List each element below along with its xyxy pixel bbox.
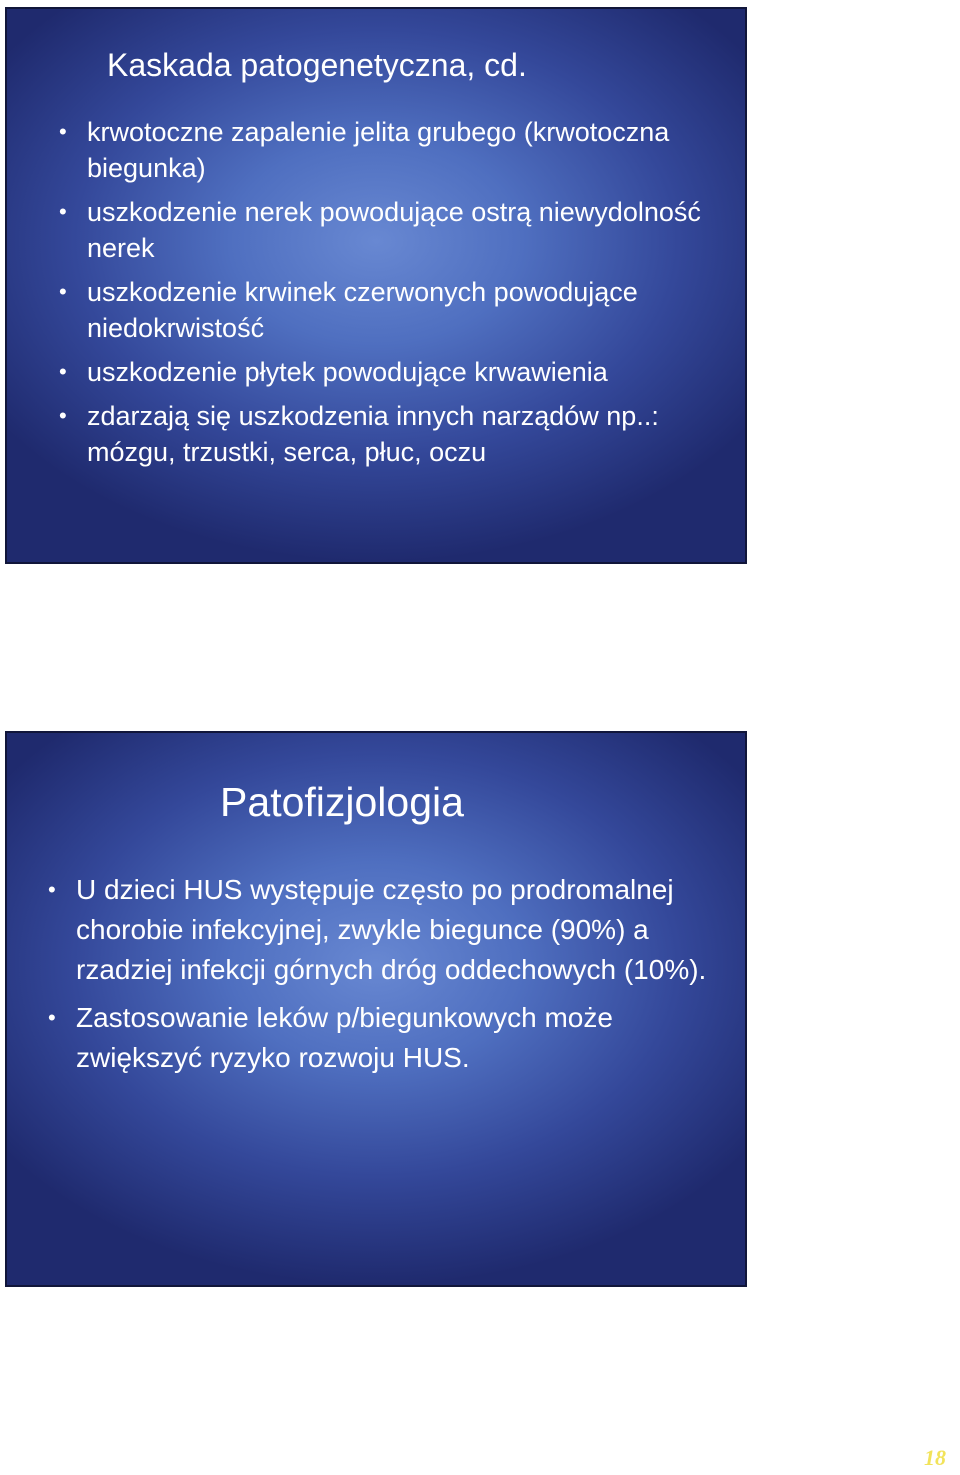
bullet-dot-icon: • — [59, 403, 67, 428]
bullet-dot-icon: • — [59, 279, 67, 304]
bullet-item — [48, 870, 736, 990]
bullet-item — [48, 998, 736, 1078]
bullet-item — [59, 114, 737, 186]
bullet-text: zdarzają się uszkodzenia innych narządów np..: mózgu, trzustki, serca, płuc, oczu — [87, 401, 659, 467]
bullet-text: uszkodzenie krwinek czerwonych powodujące niedokrwistość — [87, 277, 638, 343]
bullet-item — [59, 398, 737, 470]
page-number: 18 — [924, 1445, 946, 1470]
bullet-text: krwotoczne zapalenie jelita grubego (krwotoczna biegunka) — [87, 117, 670, 183]
bullet-dot-icon: • — [48, 1005, 56, 1030]
bullet-dot-icon: • — [59, 359, 67, 384]
bullet-item — [59, 354, 737, 390]
bullet-dot-icon: • — [59, 199, 67, 224]
bullet-list — [59, 114, 737, 478]
bullet-item — [59, 194, 737, 266]
bullet-text: uszkodzenie płytek powodujące krwawienia — [87, 357, 608, 387]
bullet-text: U dzieci HUS występuje często po prodromalnej chorobie infekcyjnej, zwykle biegunce (90%) a rzadziej infekcji górnych dróg oddechowych (10%). — [76, 874, 707, 985]
slide-title: Kaskada patogenetyczna, cd. — [107, 47, 527, 83]
bullet-list — [48, 870, 736, 1086]
bullet-dot-icon: • — [48, 877, 56, 902]
bullet-item — [59, 274, 737, 346]
slide-patofizjologia — [5, 731, 747, 1287]
slide-kaskada — [5, 7, 747, 564]
bullet-text: Zastosowanie leków p/biegunkowych może zwiększyć ryzyko rozwoju HUS. — [76, 1002, 613, 1073]
bullet-text: uszkodzenie nerek powodujące ostrą niewydolność nerek — [87, 197, 701, 263]
bullet-dot-icon: • — [59, 119, 67, 144]
slide-title: Patofizjologia — [220, 779, 464, 825]
